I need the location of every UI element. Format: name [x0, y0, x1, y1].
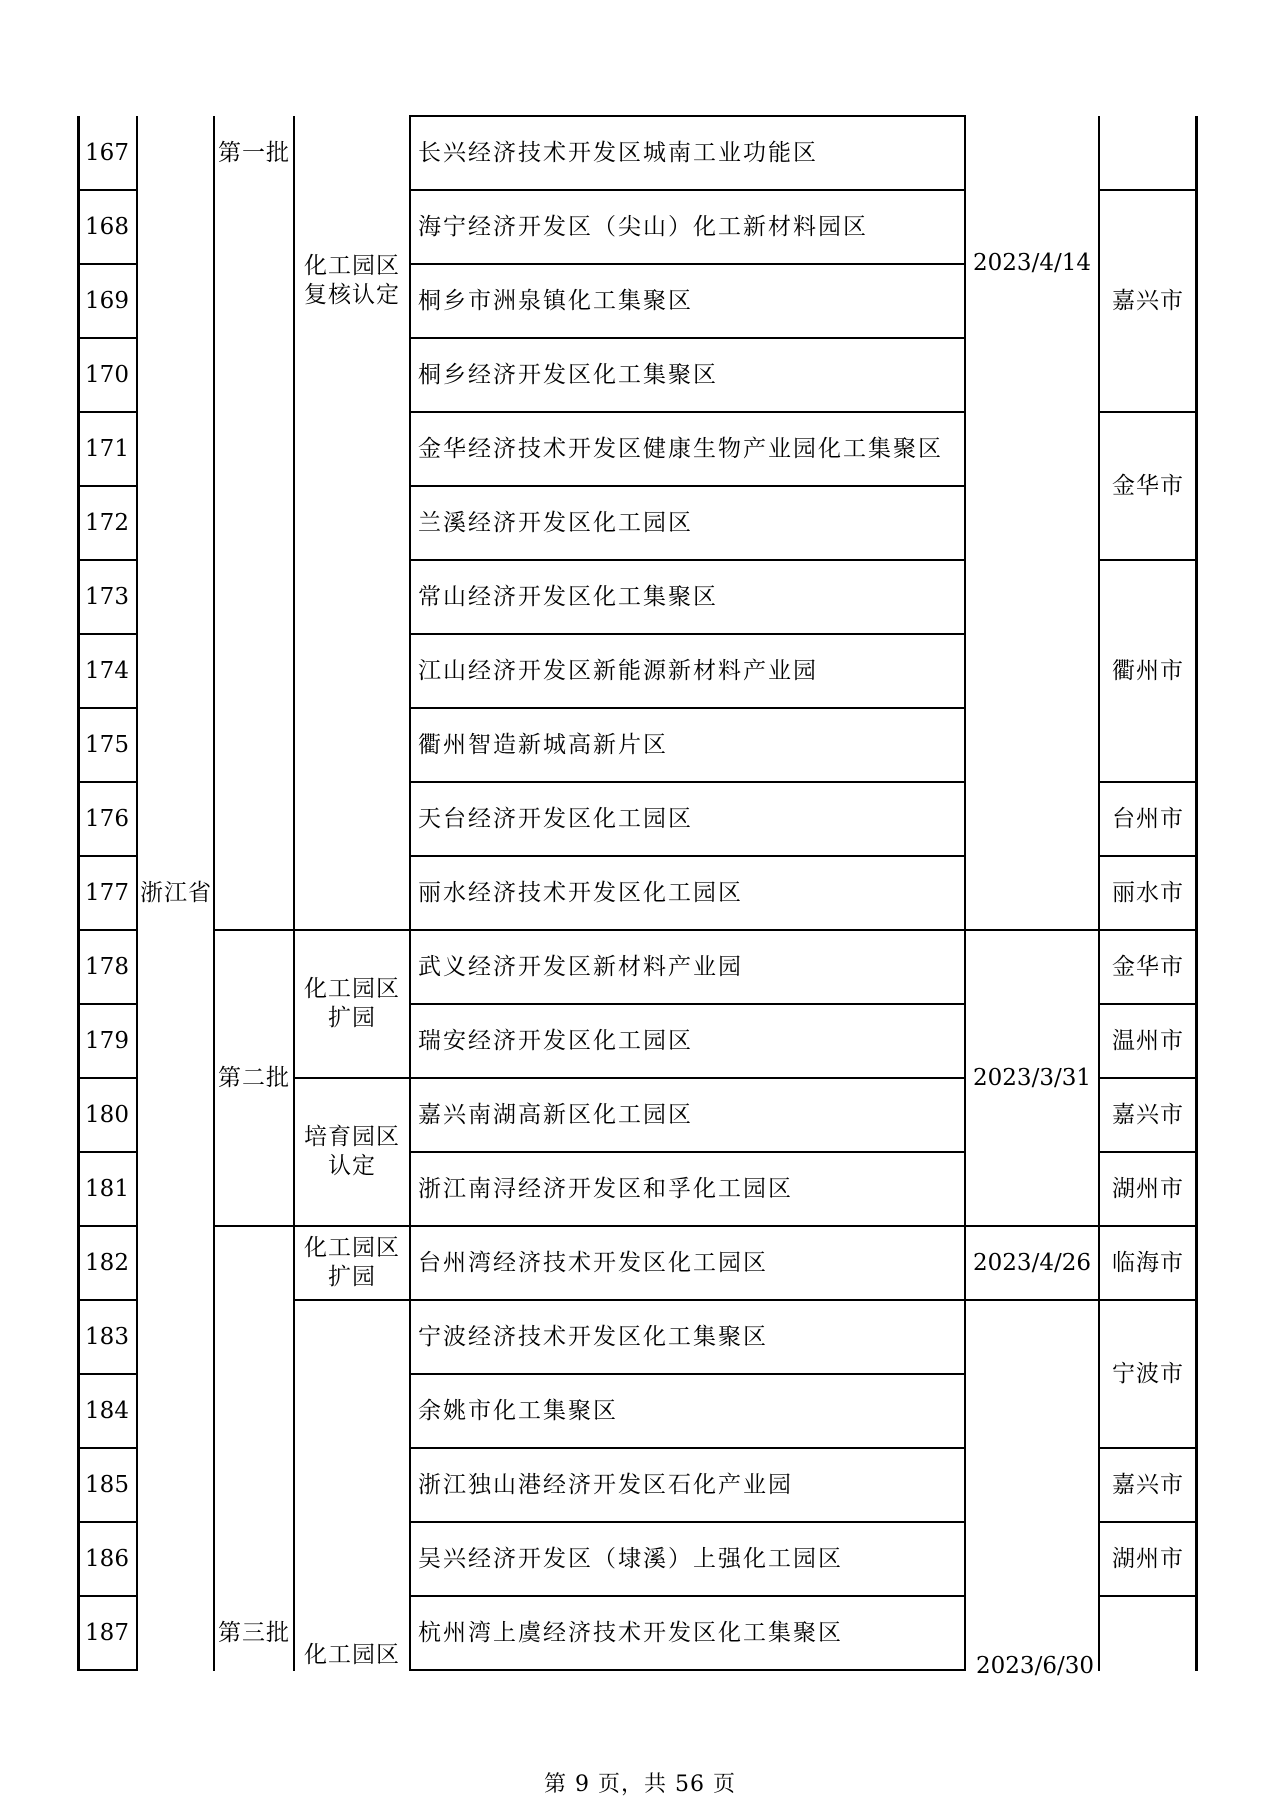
grid-line [1098, 1151, 1198, 1153]
park-name: 兰溪经济开发区化工园区 [418, 509, 693, 536]
park-name: 长兴经济技术开发区城南工业功能区 [418, 139, 818, 166]
row-number: 183 [85, 1323, 129, 1350]
grid-line [77, 1669, 138, 1671]
city-cell: 湖州市 [1112, 1175, 1184, 1202]
type-label: 化工园区复核认定 [304, 253, 400, 308]
park-name: 常山经济开发区化工集聚区 [418, 583, 718, 610]
grid-line [409, 1595, 966, 1597]
grid-line [136, 116, 138, 1671]
city-cell: 宁波市 [1112, 1360, 1184, 1387]
row-number: 168 [85, 213, 129, 240]
grid-line [77, 1225, 138, 1227]
grid-line [409, 116, 411, 1671]
grid-line [1098, 1225, 1198, 1227]
row-number: 184 [85, 1397, 129, 1424]
province-cell: 浙江省 [140, 879, 212, 906]
park-name: 海宁经济开发区（尖山）化工新材料园区 [418, 213, 868, 240]
park-name: 杭州湾上虞经济技术开发区化工集聚区 [418, 1619, 843, 1646]
type-cell [296, 1115, 408, 1189]
park-name: 桐乡市洲泉镇化工集聚区 [418, 287, 693, 314]
grid-line [1195, 116, 1198, 1671]
grid-line [77, 1299, 138, 1301]
type-label: 化工园区扩园 [304, 976, 400, 1031]
grid-line [77, 559, 138, 561]
grid-line [409, 1447, 966, 1449]
row-number: 186 [85, 1545, 129, 1572]
grid-line [409, 115, 966, 117]
park-name: 衢州智造新城高新片区 [418, 731, 668, 758]
grid-line [77, 929, 138, 931]
grid-line [409, 929, 966, 931]
grid-line [77, 189, 138, 191]
grid-line [409, 559, 966, 561]
row-number: 187 [85, 1619, 129, 1646]
grid-line [77, 1521, 138, 1523]
grid-line [77, 1003, 138, 1005]
grid-line [409, 485, 966, 487]
park-name: 宁波经济技术开发区化工集聚区 [418, 1323, 768, 1350]
city-cell: 嘉兴市 [1112, 287, 1184, 314]
park-name: 丽水经济技术开发区化工园区 [418, 879, 743, 906]
park-name: 浙江独山港经济开发区石化产业园 [418, 1471, 793, 1498]
grid-line [409, 1521, 966, 1523]
type-cell [296, 967, 408, 1041]
grid-line [1098, 116, 1100, 1671]
date-cell: 2023/3/31 [973, 1064, 1091, 1091]
grid-line [77, 1151, 138, 1153]
city-cell: 湖州市 [1112, 1545, 1184, 1572]
type-label: 化工园区扩园 [304, 1235, 400, 1290]
grid-line [77, 1595, 138, 1597]
row-number: 174 [85, 657, 129, 684]
park-name: 武义经济开发区新材料产业园 [418, 953, 743, 980]
park-name: 浙江南浔经济开发区和孚化工园区 [418, 1175, 793, 1202]
grid-line [409, 263, 966, 265]
park-name: 瑞安经济开发区化工园区 [418, 1027, 693, 1054]
grid-line [293, 1225, 411, 1227]
type-cell: 化工园区 [304, 1641, 400, 1668]
grid-line [213, 116, 215, 1671]
city-cell: 嘉兴市 [1112, 1101, 1184, 1128]
type-cell [296, 226, 408, 336]
grid-line [1098, 781, 1198, 783]
park-name: 天台经济开发区化工园区 [418, 805, 693, 832]
grid-line [409, 1669, 966, 1671]
row-number: 179 [85, 1027, 129, 1054]
grid-line [77, 633, 138, 635]
park-name: 江山经济开发区新能源新材料产业园 [418, 657, 818, 684]
grid-line [964, 929, 1100, 931]
grid-line [409, 855, 966, 857]
grid-line [964, 1225, 1100, 1227]
row-number: 181 [85, 1175, 129, 1202]
grid-line [293, 116, 295, 1671]
grid-line [409, 411, 966, 413]
city-cell: 台州市 [1112, 805, 1184, 832]
grid-line [1098, 1521, 1198, 1523]
batch-cell: 第二批 [218, 1064, 290, 1091]
grid-line [77, 707, 138, 709]
park-name: 桐乡经济开发区化工集聚区 [418, 361, 718, 388]
grid-line [77, 1447, 138, 1449]
row-number: 176 [85, 805, 129, 832]
grid-line [409, 189, 966, 191]
grid-line [1098, 1003, 1198, 1005]
grid-line [409, 1373, 966, 1375]
grid-line [409, 1003, 966, 1005]
grid-line [77, 781, 138, 783]
row-number: 173 [85, 583, 129, 610]
row-number: 170 [85, 361, 129, 388]
grid-line [409, 1151, 966, 1153]
city-cell: 金华市 [1112, 472, 1184, 499]
city-cell: 临海市 [1112, 1249, 1184, 1276]
grid-line [213, 1225, 295, 1227]
grid-line [409, 1225, 966, 1227]
city-cell: 温州市 [1112, 1027, 1184, 1054]
row-number: 169 [85, 287, 129, 314]
park-name: 嘉兴南湖高新区化工园区 [418, 1101, 693, 1128]
park-name: 吴兴经济开发区（埭溪）上强化工园区 [418, 1545, 843, 1572]
grid-line [293, 1077, 411, 1079]
grid-line [213, 929, 295, 931]
grid-line [77, 263, 138, 265]
park-name: 台州湾经济技术开发区化工园区 [418, 1249, 768, 1276]
grid-line [409, 1299, 966, 1301]
grid-line [964, 1299, 1100, 1301]
row-number: 167 [85, 139, 129, 166]
type-label: 培育园区认定 [304, 1124, 400, 1179]
page-footer: 第 9 页，共 56 页 [544, 1772, 736, 1797]
city-cell: 金华市 [1112, 953, 1184, 980]
grid-line [1098, 1447, 1198, 1449]
grid-line [409, 337, 966, 339]
date-cell: 2023/4/14 [973, 249, 1091, 276]
grid-line [77, 485, 138, 487]
grid-line [77, 1077, 138, 1079]
grid-line [293, 1299, 411, 1301]
grid-line [1098, 855, 1198, 857]
city-cell: 衢州市 [1112, 657, 1184, 684]
grid-line [77, 337, 138, 339]
grid-line [1098, 1077, 1198, 1079]
batch-cell: 第三批 [218, 1619, 290, 1646]
grid-line [77, 1373, 138, 1375]
grid-line [964, 116, 966, 1671]
grid-line [409, 707, 966, 709]
grid-line [1098, 1299, 1198, 1301]
grid-line [409, 633, 966, 635]
grid-line [1098, 559, 1198, 561]
row-number: 185 [85, 1471, 129, 1498]
grid-line [1098, 189, 1198, 191]
grid-line [1098, 411, 1198, 413]
city-cell: 嘉兴市 [1112, 1471, 1184, 1498]
grid-line [293, 929, 411, 931]
row-number: 175 [85, 731, 129, 758]
row-number: 172 [85, 509, 129, 536]
grid-line [77, 855, 138, 857]
batch-cell: 第一批 [218, 139, 290, 166]
row-number: 177 [85, 879, 129, 906]
park-name: 余姚市化工集聚区 [418, 1397, 618, 1424]
grid-line [409, 781, 966, 783]
grid-line [1098, 1595, 1198, 1597]
grid-line [409, 1077, 966, 1079]
date-cell-clipped: 2023/6/30 [976, 1653, 1094, 1679]
date-cell: 2023/4/26 [973, 1249, 1091, 1276]
row-number: 182 [85, 1249, 129, 1276]
row-number: 180 [85, 1101, 129, 1128]
park-name: 金华经济技术开发区健康生物产业园化工集聚区 [418, 435, 943, 462]
row-number: 171 [85, 435, 129, 462]
city-cell: 丽水市 [1112, 879, 1184, 906]
grid-line [77, 116, 80, 1671]
type-cell [296, 1226, 408, 1300]
row-number: 178 [85, 953, 129, 980]
grid-line [77, 411, 138, 413]
grid-line [1098, 929, 1198, 931]
